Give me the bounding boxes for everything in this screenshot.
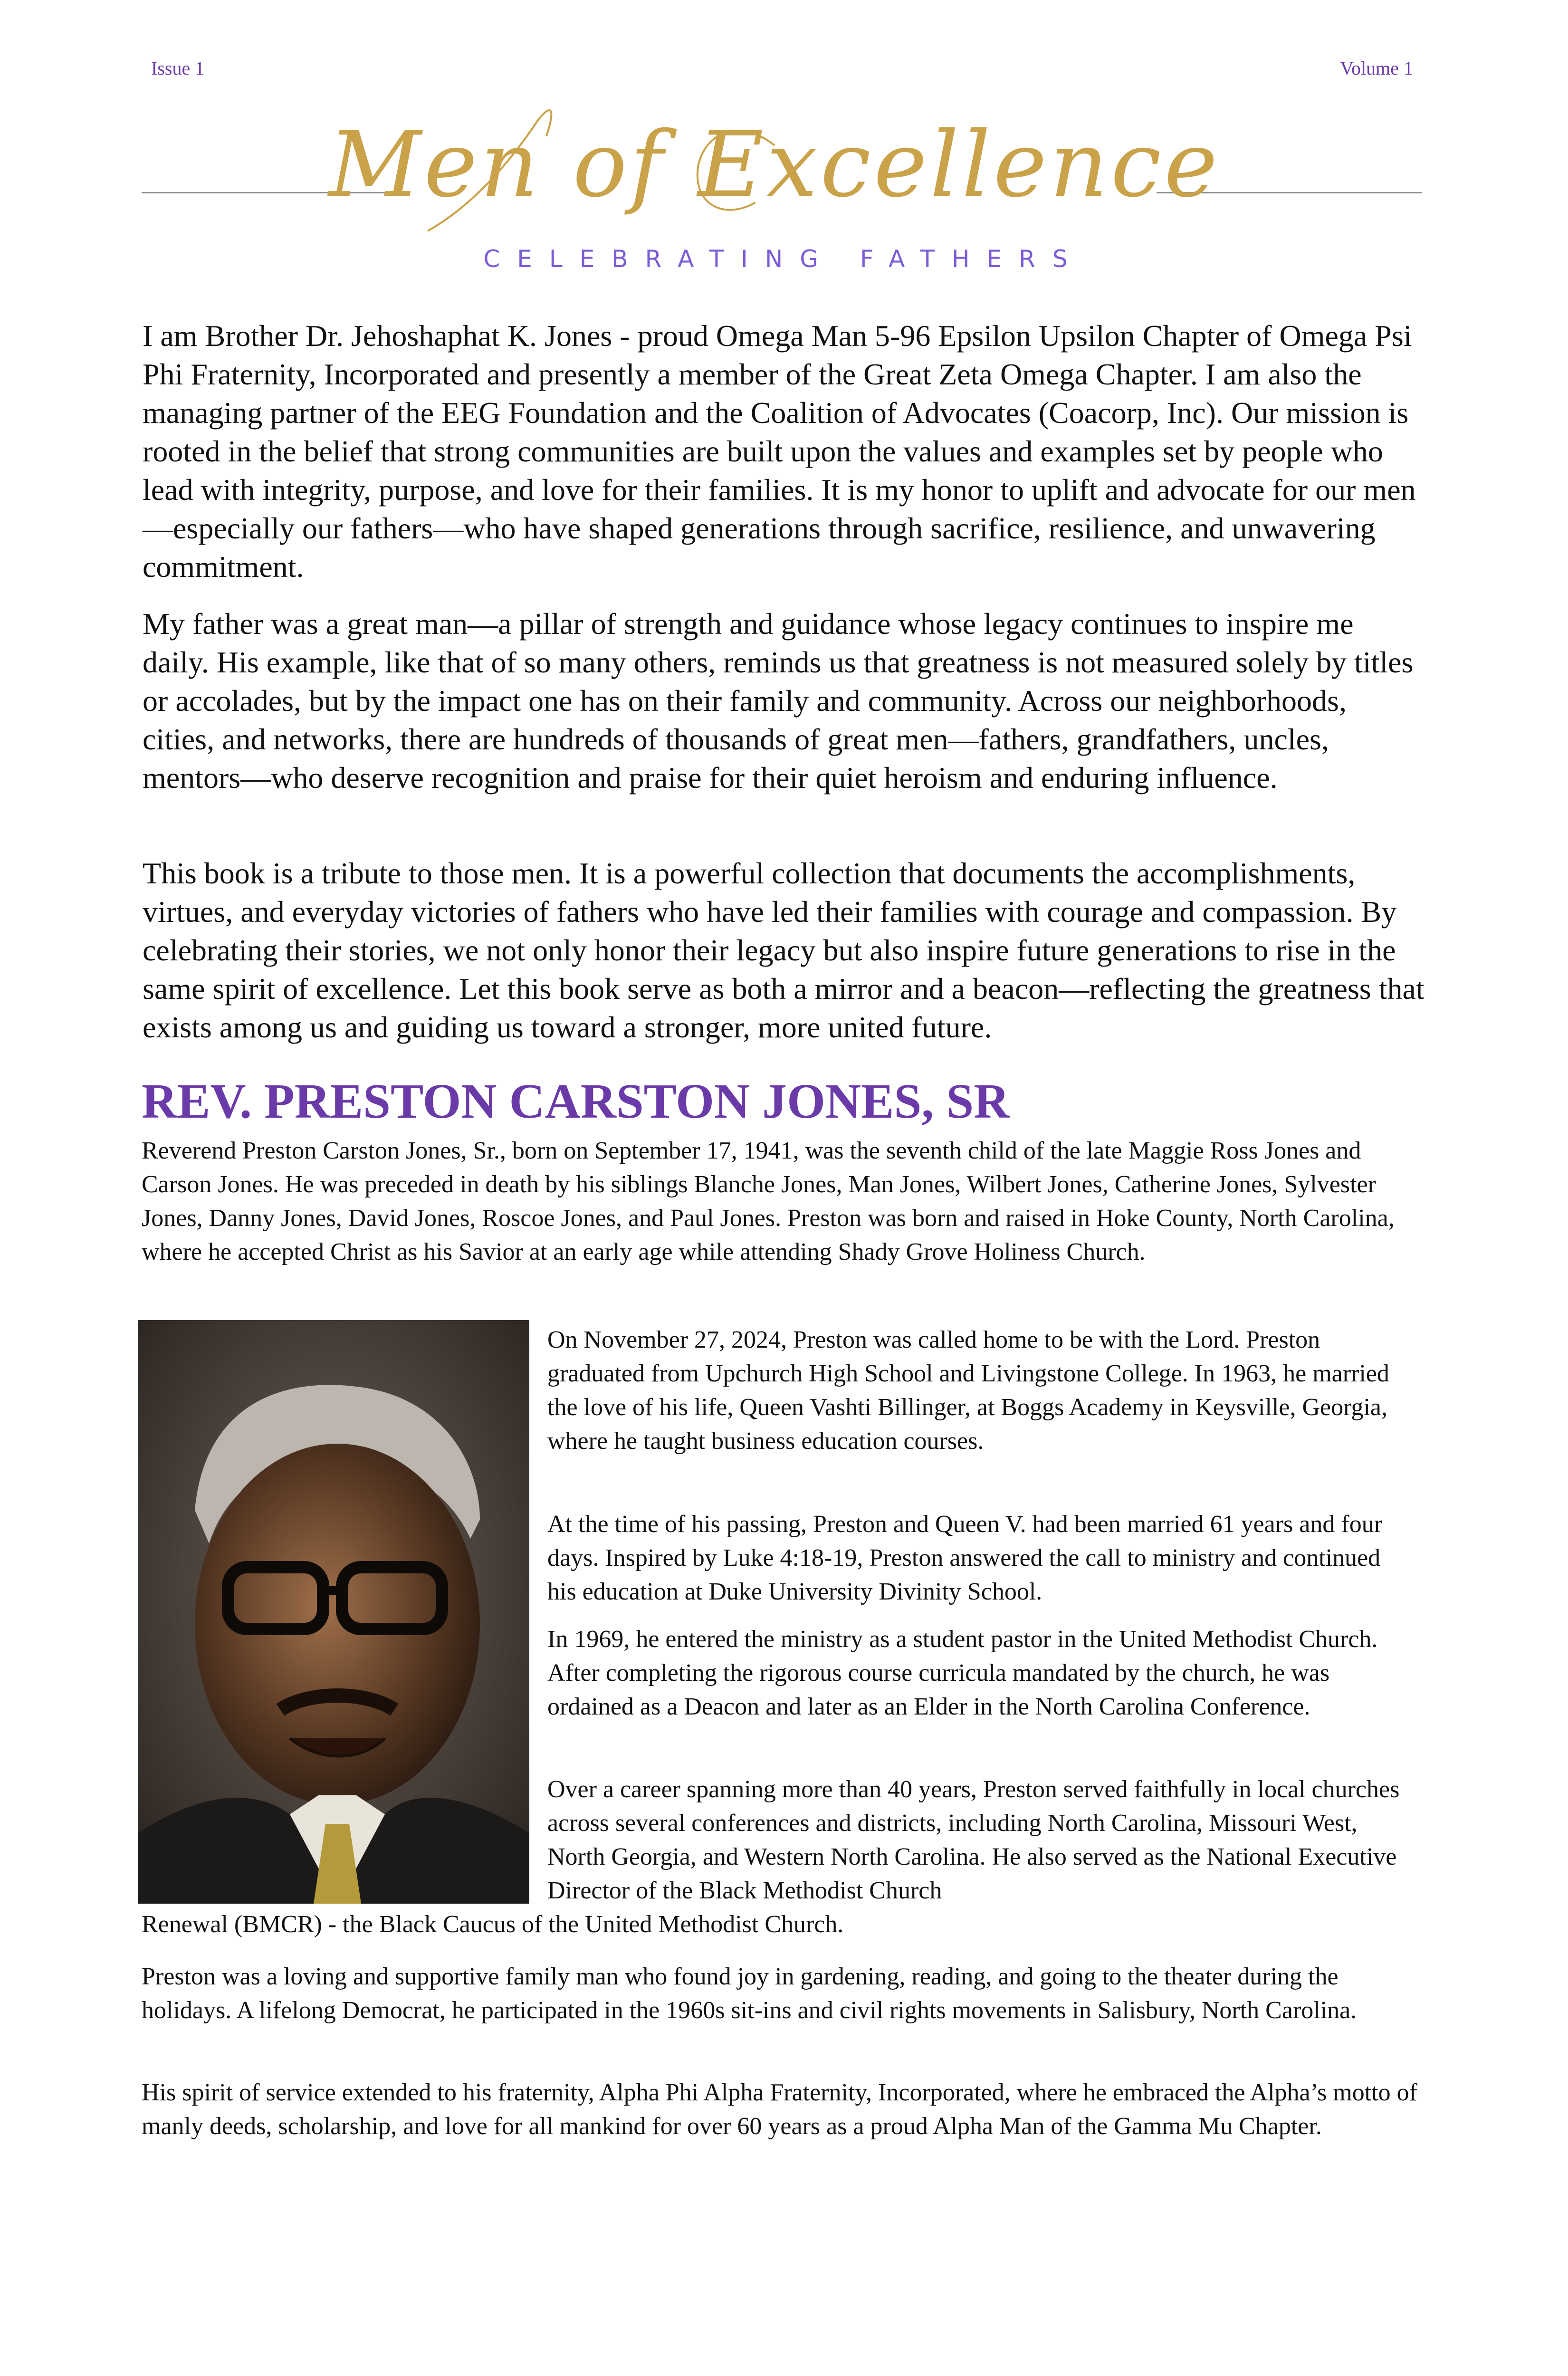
profile-paragraph-career-continued: Renewal (BMCR) - the Black Caucus of the United Methodist Church.: [142, 1911, 844, 1938]
profile-paragraph-ministry: In 1969, he entered the ministry as a student pastor in the United Methodist Church. After completing the rigorous course curricula mandated by the church, he was ordained as a Deacon and later as an Elder in the North Carolina Conference.: [547, 1626, 1378, 1720]
profile-heading: REV. PRESTON CARSTON JONES, SR: [142, 1074, 1010, 1129]
masthead-subtitle: CELEBRATING FATHERS: [483, 245, 1085, 273]
profile-paragraph-marriage: At the time of his passing, Preston and Queen V. had been married 61 years and four days. Inspired by Luke 4:18-19, Preston answered the call to ministry and continued his education at Duke University Divinity School.: [547, 1511, 1383, 1605]
profile-paragraph-family: Preston was a loving and supportive family man who found joy in gardening, reading, and going to the theater during the holidays. A lifelong Democrat, he participated in the 1960s sit-ins and civil rights movements in Salisbury, North Carolina.: [142, 1963, 1357, 2024]
intro-paragraph-3: This book is a tribute to those men. It is a powerful collection that documents the accomplishments, virtues, and everyday victories of fathers who have led their families with courage and compassion. By celebrating their stories, we not only honor their legacy but also inspire future generations to rise in the same spirit of excellence. Let this book serve as both a mirror and a beacon—reflecting the greatness that exists among us and guiding us toward a stronger, more united future.: [143, 856, 1425, 1044]
profile-lead-paragraph: Reverend Preston Carston Jones, Sr., born on September 17, 1941, was the seventh child of the late Maggie Ross Jones and Carson Jones. He was preceded in death by his siblings Blanche Jones, Man Jones, Wilbert Jones, Catherine Jones, Sylvester Jones, Danny Jones, David Jones, Roscoe Jones, and Paul Jones. Preston was born and raised in Hoke County, North Carolina, where he accepted Christ as his Savior at an early age while attending Shady Grove Holiness Church.: [142, 1137, 1395, 1265]
issue-label: Issue 1: [151, 57, 205, 79]
volume-label: Volume 1: [1340, 57, 1413, 79]
profile-paragraph-career: Over a career spanning more than 40 years, Preston served faithfully in local churches across several conferences and districts, including North Carolina, Missouri West, North Georgia, and Western North Carolina. He also served as the National Executive Director of the Black Methodist Church: [547, 1776, 1400, 1904]
portrait-photo: [138, 1320, 529, 1904]
profile-paragraph-fraternity: His spirit of service extended to his fraternity, Alpha Phi Alpha Fraternity, Incorporated, where he embraced the Alpha’s motto of manly deeds, scholarship, and love for all mankind for over 60 years as a proud Alpha Man of the Gamma Mu Chapter.: [142, 2079, 1417, 2140]
masthead-title-text: Men of Excellence: [328, 112, 1221, 217]
profile-paragraph-passing: On November 27, 2024, Preston was called home to be with the Lord. Preston graduated from Upchurch High School and Livingstone College. In 1963, he married the love of his life, Queen Vashti Billinger, at Boggs Academy in Keysville, Georgia, where he taught business education courses.: [547, 1326, 1389, 1455]
intro-paragraph-2: My father was a great man—a pillar of strength and guidance whose legacy continues to inspire me daily. His example, like that of so many others, reminds us that greatness is not measured solely by titles or accolades, but by the impact one has on their family and community. Across our neighborhoods, cities, and networks, there are hundreds of thousands of great men—fathers, grandfathers, uncles, mentors—who deserve recognition and praise for their quiet heroism and enduring influence.: [143, 607, 1414, 795]
intro-paragraph-1: I am Brother Dr. Jehoshaphat K. Jones - proud Omega Man 5-96 Epsilon Upsilon Chapter of Omega Psi Phi Fraternity, Incorporated and presently a member of the Great Zeta Omega Chapter. I am also the managing partner of the EEG Foundation and the Coalition of Advocates (Coacorp, Inc). Our mission is rooted in the belief that strong communities are built upon the values and examples set by people who lead with integrity, purpose, and love for their families. It is my honor to uplift and advocate for our men—especially our fathers—who have shaped generations through sacrifice, resilience, and unwavering commitment.: [143, 319, 1416, 584]
masthead-title: [328, 93, 1221, 236]
